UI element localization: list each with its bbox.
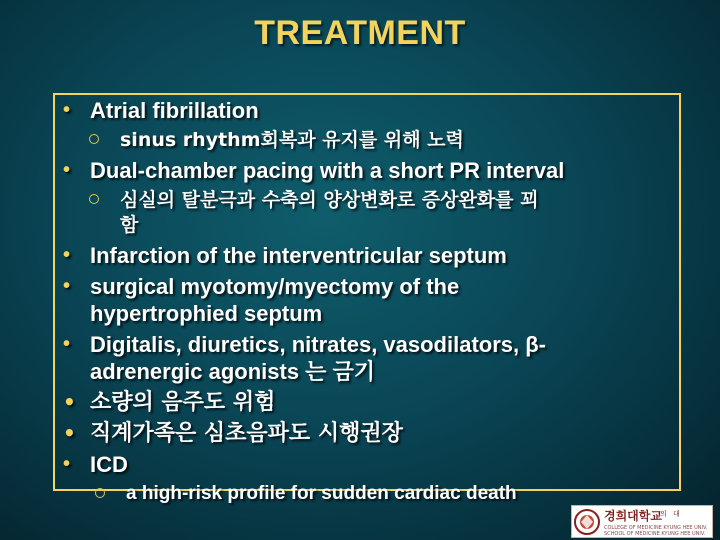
slide-title: TREATMENT: [254, 14, 466, 52]
bullet-dot-icon: •: [63, 159, 71, 181]
circle-bullet-icon: [89, 194, 99, 204]
bullet-dot-icon: •: [63, 333, 71, 355]
university-logo: 경희대학교 의 대 COLLEGE OF MEDICINE KYUNG HEE UNIV. SCHOOL OF MEDICINE KYUNG HEE UNIV.: [571, 505, 713, 538]
bullet-dot-icon: •: [63, 275, 71, 297]
bullet-dot-icon: •: [63, 390, 76, 414]
bullet-dot-icon: •: [63, 99, 71, 121]
bullet-dot-icon: •: [63, 421, 76, 445]
circle-bullet-icon: [95, 488, 105, 498]
bullet-dot-icon: •: [63, 244, 71, 266]
bullet-dot-icon: •: [63, 453, 71, 475]
circle-bullet-icon: [89, 134, 99, 144]
university-emblem-icon: [572, 506, 602, 537]
